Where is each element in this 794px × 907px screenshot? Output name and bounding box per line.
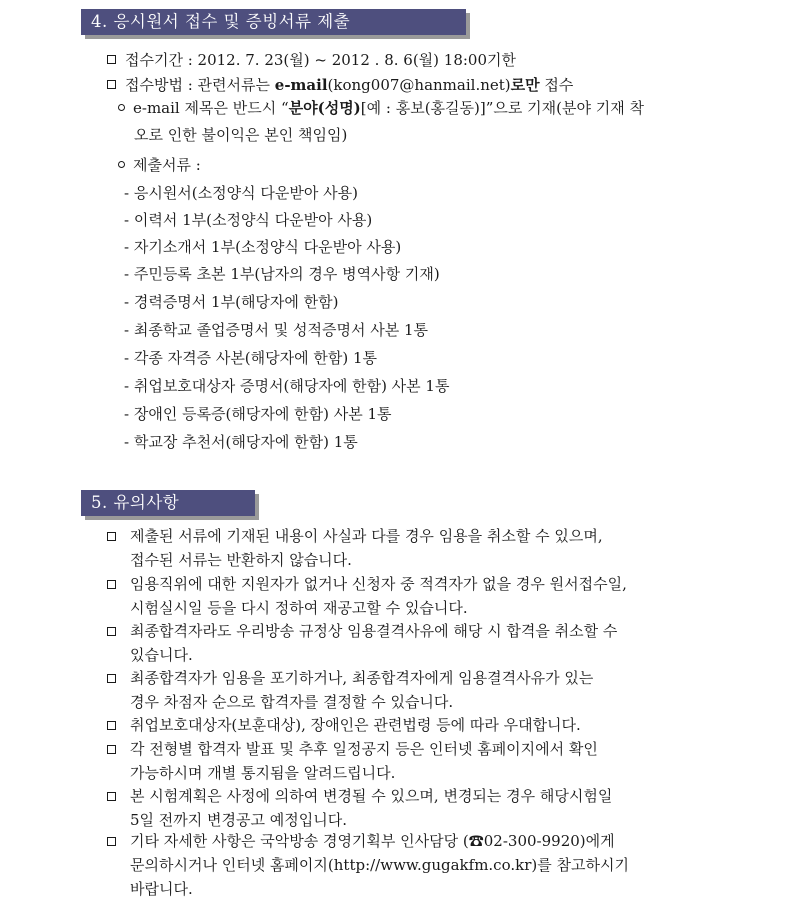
section-4-title: 4. 응시원서 접수 및 증빙서류 제출	[81, 9, 466, 35]
notice-line: 각 전형별 합격자 발표 및 추후 일정공지 등은 인터넷 홈페이지에서 확인	[130, 740, 598, 758]
note-bold: 분야(성명)	[288, 99, 361, 117]
checkbox-bullet-icon	[107, 792, 116, 801]
note-post: [예 : 홍보(홍길동)]”으로 기재(분야 기재 착	[360, 99, 644, 117]
doc-item: - 자기소개서 1부(소정양식 다운받아 사용)	[124, 238, 402, 256]
docs-label	[118, 155, 201, 175]
section-4-header	[81, 9, 466, 35]
email-subject-note-line2: 오로 인한 불이익은 본인 책임임)	[134, 126, 348, 144]
note-pre: e-mail 제목은 반드시 “	[133, 99, 289, 117]
notice-line: 문의하시거나 인터넷 홈페이지(http://www.gugakfm.co.kr)를 참고하시기	[130, 856, 629, 874]
doc-item: - 장애인 등록증(해당자에 한함) 사본 1통	[124, 405, 392, 423]
circle-bullet-icon	[118, 161, 125, 168]
checkbox-bullet-icon	[107, 80, 116, 89]
checkbox-bullet-icon	[107, 55, 116, 64]
notice-line: 기타 자세한 사항은 국악방송 경영기획부 인사담당 (☎02-300-9920)에게	[130, 832, 615, 850]
section-5-header	[81, 490, 255, 516]
checkbox-bullet-icon	[107, 721, 116, 730]
method-email-address: (kong007@hanmail.net)	[327, 76, 511, 94]
notice-line: 시험실시일 등을 다시 정하여 재공고할 수 있습니다.	[130, 599, 468, 617]
reception-period	[107, 50, 516, 70]
doc-item: - 최종학교 졸업증명서 및 성적증명서 사본 1통	[124, 321, 429, 339]
notice-line: 본 시험계획은 사정에 의하여 변경될 수 있으며, 변경되는 경우 해당시험일	[130, 787, 613, 805]
doc-item: - 이력서 1부(소정양식 다운받아 사용)	[124, 211, 373, 229]
doc-item: - 응시원서(소정양식 다운받아 사용)	[124, 184, 358, 202]
notice-line: 최종합격자가 임용을 포기하거나, 최종합격자에게 임용결격사유가 있는	[130, 669, 594, 687]
reception-period-text: 접수기간 : 2012. 7. 23(월) ~ 2012 . 8. 6(월) 18:00기한	[125, 51, 516, 69]
notice-line: 있습니다.	[130, 646, 193, 664]
notice-line	[130, 526, 718, 546]
checkbox-bullet-icon	[107, 745, 116, 754]
reception-method	[107, 75, 573, 95]
circle-bullet-icon	[118, 104, 125, 111]
notice-line: 가능하시며 개별 통지됨을 알려드립니다.	[130, 764, 396, 782]
method-end: 접수	[539, 76, 574, 94]
section-5-title: 5. 유의사항	[81, 490, 255, 516]
method-email-bold: e-mail	[274, 76, 328, 94]
method-only-bold: 로만	[510, 76, 540, 94]
checkbox-bullet-icon	[107, 674, 116, 683]
notice-line: 접수된 서류는 반환하지 않습니다.	[130, 551, 352, 569]
checkbox-bullet-icon	[107, 837, 116, 846]
notice-line: 바랍니다.	[130, 880, 193, 898]
doc-item: - 취업보호대상자 증명서(해당자에 한함) 사본 1통	[124, 377, 450, 395]
email-subject-note	[118, 98, 644, 118]
doc-item: - 학교장 추천서(해당자에 한함) 1통	[124, 433, 358, 451]
notice-text: 제출된 서류에 기재된 내용이 사실과 다를 경우 임용을 취소할 수 있으며,	[130, 527, 603, 545]
notice-line: 취업보호대상자(보훈대상), 장애인은 관련법령 등에 따라 우대합니다.	[130, 716, 581, 734]
docs-label-text: 제출서류 :	[133, 156, 201, 174]
notice-line: 임용직위에 대한 지원자가 없거나 신청자 중 적격자가 없을 경우 원서접수일,	[130, 575, 627, 593]
notice-line: 경우 차점자 순으로 합격자를 결정할 수 있습니다.	[130, 693, 454, 711]
checkbox-bullet-icon	[107, 580, 116, 589]
notice-line: 5일 전까지 변경공고 예정입니다.	[130, 811, 347, 829]
doc-item: - 경력증명서 1부(해당자에 한함)	[124, 293, 339, 311]
checkbox-bullet-icon	[107, 532, 116, 541]
doc-item: - 주민등록 초본 1부(남자의 경우 병역사항 기재)	[124, 265, 440, 283]
doc-item: - 각종 자격증 사본(해당자에 한함) 1통	[124, 349, 378, 367]
notice-line: 최종합격자라도 우리방송 규정상 임용결격사유에 해당 시 합격을 취소할 수	[130, 622, 618, 640]
checkbox-bullet-icon	[107, 627, 116, 636]
method-prefix: 접수방법 : 관련서류는	[125, 76, 275, 94]
